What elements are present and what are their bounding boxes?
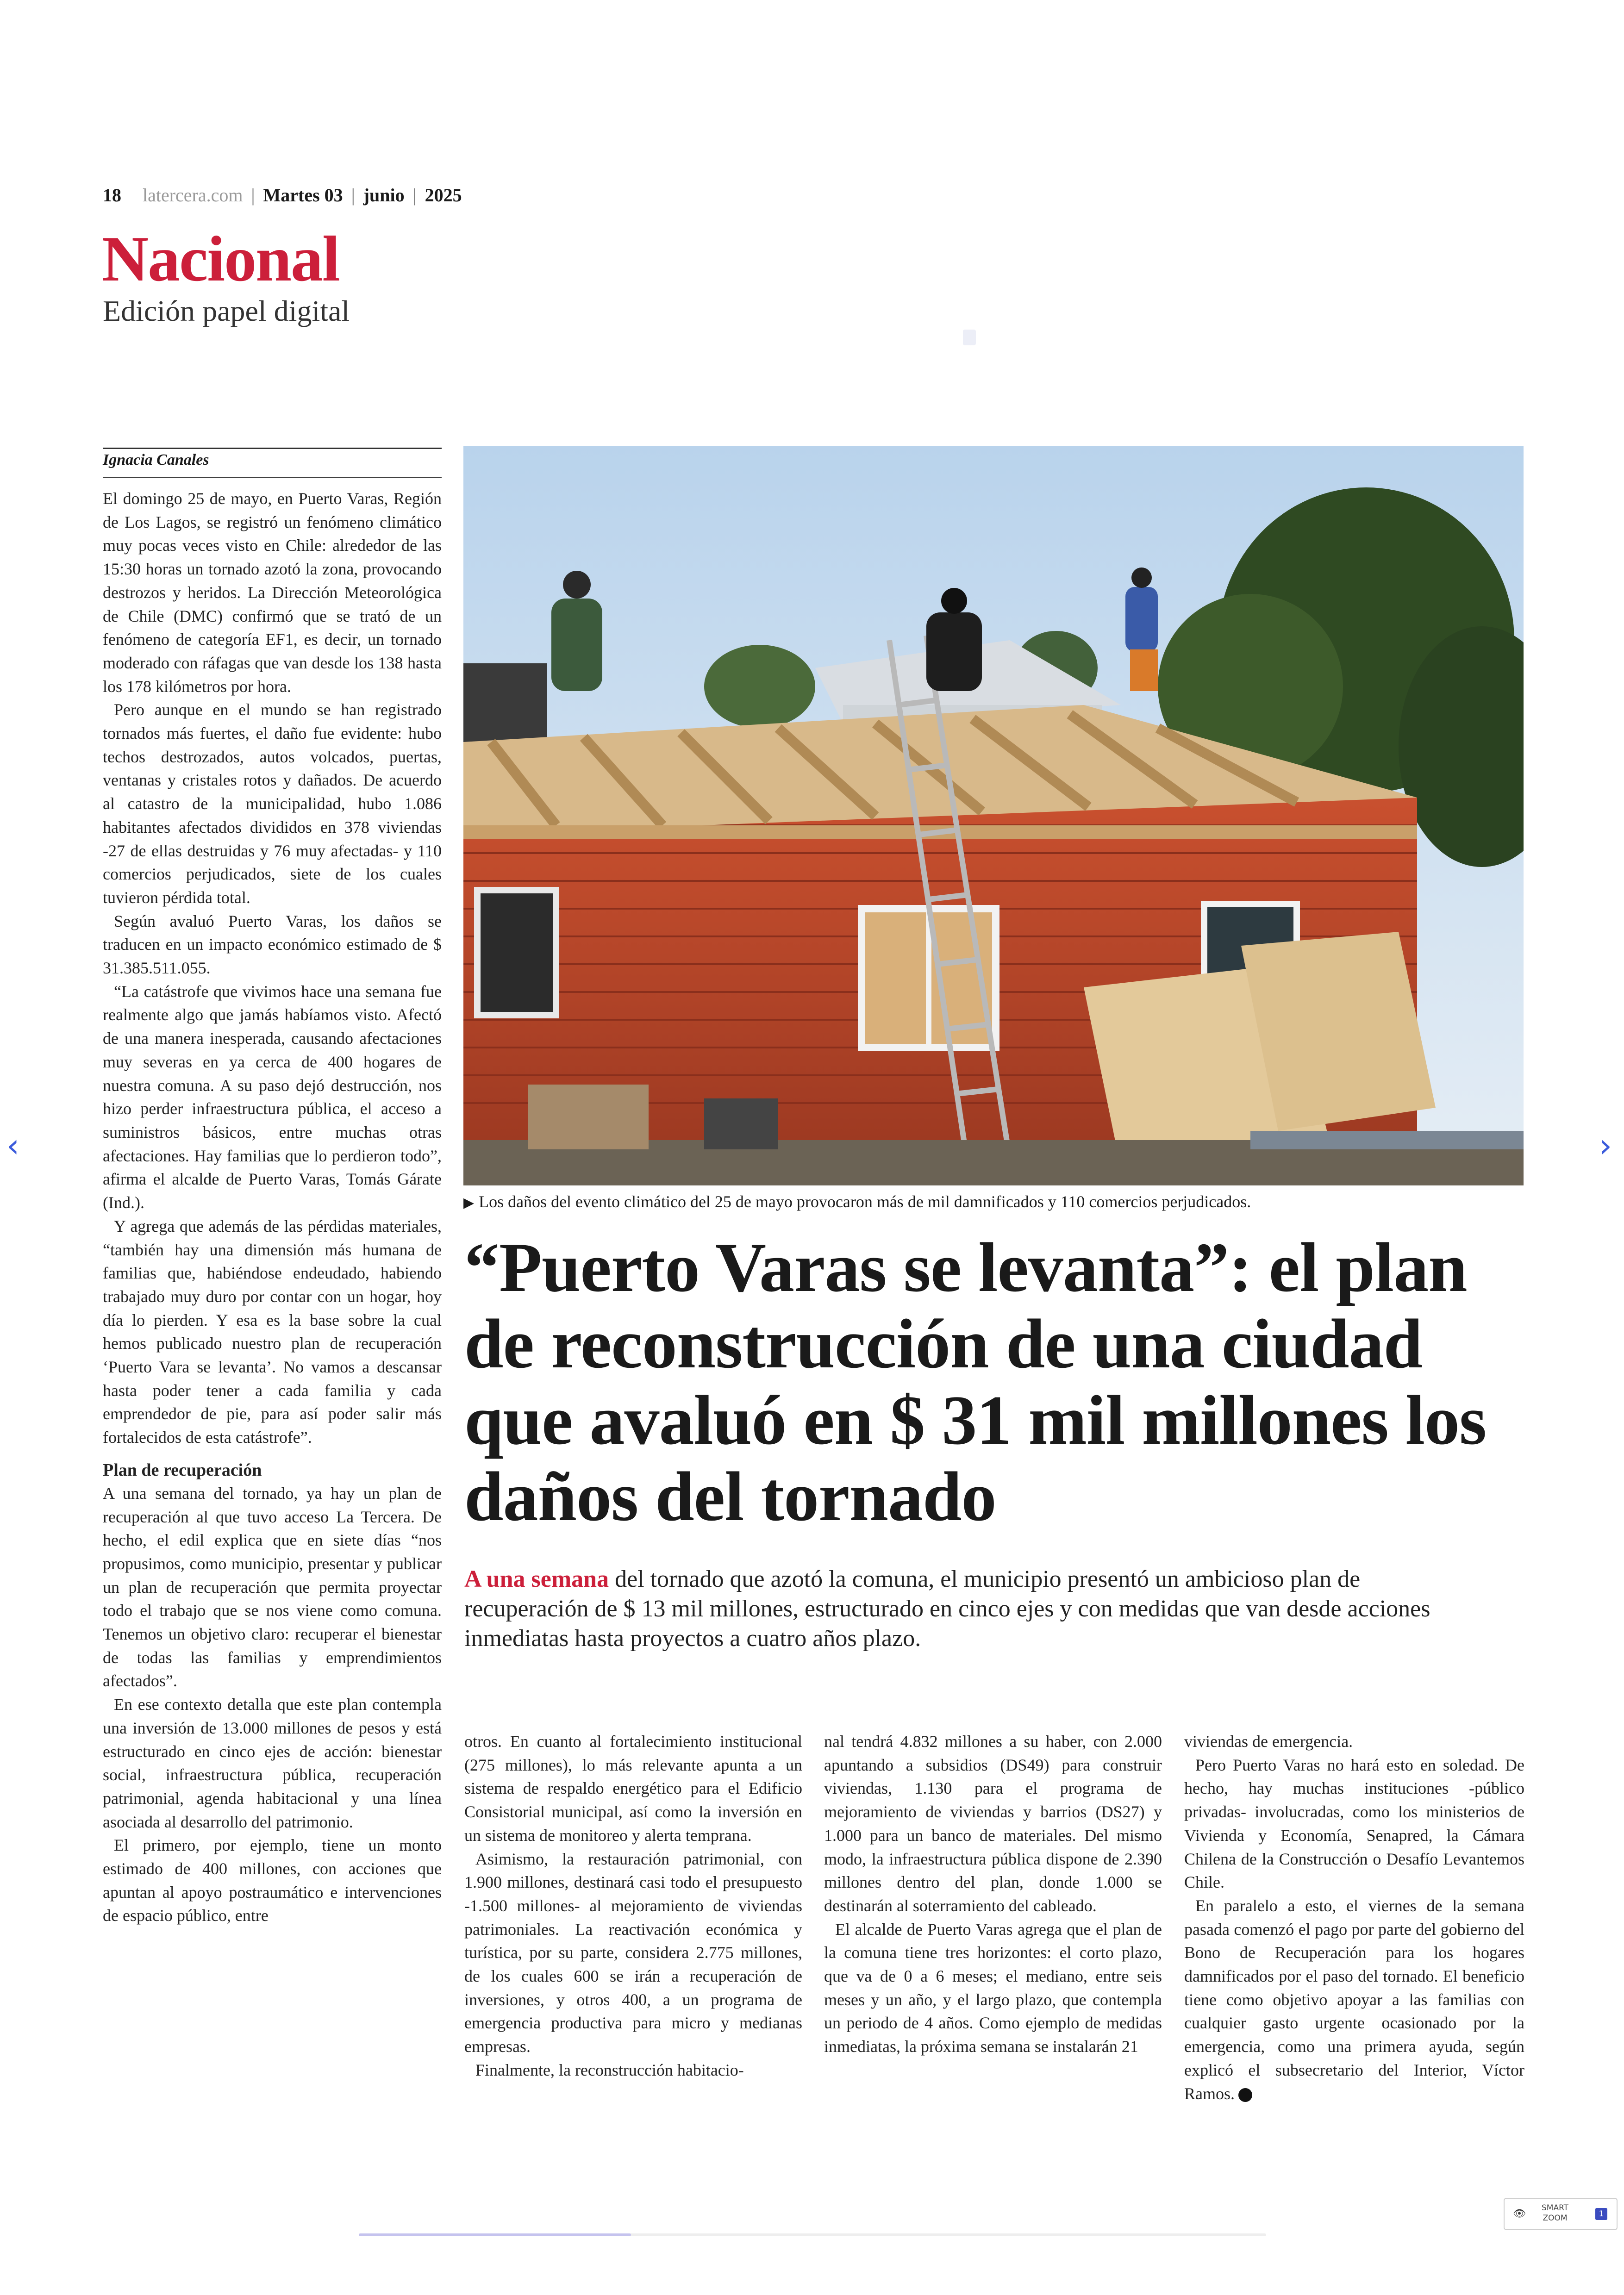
- smart-zoom-line1: SMART: [1542, 2203, 1569, 2213]
- article-column-2: [464, 1730, 802, 2082]
- paragraph: Pero aunque en el mundo se han registrado tornados más fuertes, el daño fue evidente: hubo techos destrozados, autos volcados, puertas, ventanas y cristales rotos y dañados. De acuerdo al catastro de la municipalidad, hubo 1.086 habitantes afectados divididos en 378 viviendas -27 de ellas destruidas y 76 muy afectadas- y 110 comercios perjudicados, siete de los cuales tuvieron pérdida total.: [103, 700, 442, 907]
- smart-zoom-button[interactable]: [1504, 2198, 1618, 2230]
- paragraph: Pero Puerto Varas no hará esto en soledad. De hecho, hay muchas instituciones -público privadas- involucradas, como los ministerios de Vivienda y Economía, Senapred, la Cámara Chilena de la Construcción o Desafío Levantemos Chile.: [1184, 1755, 1524, 1892]
- article-lead: [464, 1565, 1483, 1653]
- author-rule-bottom: [103, 477, 442, 478]
- paragraph: Finalmente, la reconstrucción habitacio-: [475, 2060, 744, 2079]
- page-marker-icon: [963, 330, 976, 345]
- end-mark-icon: [1238, 2088, 1252, 2102]
- smart-zoom-label: [1542, 2203, 1568, 2223]
- author-rule-top: [103, 448, 442, 449]
- page-header-line: 18 latercera.com | Martes 03 | junio | 2025: [103, 185, 462, 206]
- paragraph: El domingo 25 de mayo, en Puerto Varas, Región de Los Lagos, se registró un fenómeno climático muy pocas veces visto en Chile: alrededor de las 15:30 horas un tornado azotó la zona, provocando destrozos y heridos. La Dirección Meteorológica de Chile (DMC) confirmó que se trató de un fenómeno de categoría EF1, es decir, un tornado moderado con ráfagas que van desde los 138 hasta los 178 kilómetros por hora.: [103, 489, 442, 696]
- paragraph: El primero, por ejemplo, tiene un monto estimado de 400 millones, con acciones que apuntan al apoyo postraumático e intervenciones de espacio público, entre: [103, 1836, 442, 1925]
- paragraph-text: En paralelo a esto, el viernes de la semana pasada comenzó el pago por parte del gobierno del Bono de Recuperación para los hogares damnificados por el paso del tornado. El beneficio tiene como objetivo apoyar a las familias con cualquier gasto urgente ocasionado por la emergencia, como una primera ayuda, según explicó el subsecretario del Interior, Víctor Ramos.: [1184, 1896, 1524, 2103]
- paragraph: Asimismo, la restauración patrimonial, con 1.900 millones, destinará casi todo el presupuesto -1.500 millones- al mejoramiento de viviendas patrimoniales. La reactivación económica y turística, por su parte, considera 2.775 millones, de los cuales 600 se irán a recuperación de inversiones, y otros 400, a un programa de emergencia productiva para micro y medianas empresas.: [464, 1849, 802, 2056]
- paragraph: El alcalde de Puerto Varas agrega que el plan de la comuna tiene tres horizontes: el corto plazo, que va de 0 a 6 meses; el mediano, entre seis meses y un año, y el largo plazo, que contempla un periodo de 4 años. Como ejemplo de medidas inmediatas, la próxima semana se instalarán 21: [824, 1920, 1162, 2056]
- article-left-column: [103, 487, 442, 1927]
- chevron-right-icon[interactable]: ›: [1599, 1127, 1612, 1165]
- paragraph: A una semana del tornado, ya hay un plan de recuperación al que tuvo acceso La Tercera. De hecho, el edil explica que en siete días “nos propusimos, como municipio, presentar y publicar un plan de recuperación que permita proyectar todo el trabajo que se nos viene como comuna. Tenemos un objetivo claro: recuperar el bienestar de todas las familias y emprendimientos afectados”.: [103, 1484, 442, 1690]
- paragraph: otros. En cuanto al fortalecimiento institucional (275 millones), lo más relevante apunta a un sistema de respaldo energético para el Edificio Consistorial municipal, así como la inversión en un sistema de monitoreo y alerta temprana.: [464, 1732, 802, 1845]
- page-number: 18: [103, 185, 121, 206]
- paragraph: Y agrega que además de las pérdidas materiales, “también hay una dimensión más humana de familias que, habiéndose endeudado, habiendo trabajado muy duro por contar con un hogar, hoy día lo pierden. Y esa es la base sobre la cual hemos publicado nuestro plan de recuperación ‘Puerto Vara se levanta’. No vamos a descansar hasta poder tener a cada familia y cada emprendedor de pie, para así poder salir más fortalecidos de esta catástrofe”.: [103, 1216, 442, 1447]
- date-month: junio: [363, 185, 405, 206]
- article-headline: “Puerto Varas se levanta”: el plan de reconstrucción de una ciudad que avaluó en $ 31 mil millones los daños del tornado: [464, 1229, 1487, 1535]
- section-title: Nacional: [102, 223, 339, 295]
- author-byline: Ignacia Canales: [103, 451, 209, 468]
- date-weekday: Martes 03: [263, 185, 343, 206]
- photo-illustration: [463, 446, 1524, 1185]
- subheading: Plan de recuperación: [103, 1460, 262, 1480]
- article-photo[interactable]: [463, 446, 1524, 1185]
- paragraph: “La catástrofe que vivimos hace una semana fue realmente algo que jamás habíamos visto. Afectó de una manera inesperada, causando afectaciones muy severas en ya cerca de 400 hogares de nuestra comuna. A su paso dejó destrucción, nos hizo perder infraestructura pública, el acceso a suministros básicos, entre muchas otras afectaciones. Hay familias que lo perdieron todo”, afirma el alcalde de Puerto Varas, Tomás Gárate (Ind.).: [103, 982, 442, 1212]
- chevron-left-icon[interactable]: ‹: [6, 1127, 19, 1165]
- article-column-3: [824, 1730, 1162, 2058]
- page-progress-fill: [359, 2233, 631, 2236]
- paragraph: viviendas de emergencia.: [1184, 1732, 1353, 1751]
- photo-caption: [463, 1192, 1251, 1211]
- article-column-4: [1184, 1730, 1524, 2105]
- caption-text: Los daños del evento climático del 25 de mayo provocaron más de mil damnificados y 110 comercios perjudicados.: [479, 1192, 1251, 1211]
- date-year: 2025: [425, 185, 462, 206]
- lead-highlight: A una semana: [464, 1566, 609, 1592]
- paragraph: [1184, 1894, 1524, 2105]
- smart-zoom-line2: ZOOM: [1543, 2214, 1568, 2223]
- paragraph: Según avaluó Puerto Varas, los daños se traducen en un impacto económico estimado de $ 31.385.511.055.: [103, 911, 442, 978]
- site-name: latercera.com: [143, 185, 243, 206]
- paragraph: En ese contexto detalla que este plan contempla una inversión de 13.000 millones de pesos y está estructurado en cinco ejes de acción: bienestar social, infraestructura pública, recuperación patrimonial, agenda habitacional y una línea asociada al desarrollo del patrimonio.: [103, 1695, 442, 1831]
- lead-text: del tornado que azotó la comuna, el municipio presentó un ambicioso plan de recuperación de $ 13 mil millones, estructurado en cinco ejes y con medidas que van desde acciones inmediatas hasta proyectos a cuatro años plazo.: [464, 1566, 1430, 1652]
- edition-subtitle: Edición papel digital: [103, 294, 350, 327]
- paragraph: nal tendrá 4.832 millones a su haber, con 2.000 apuntando a subsidios (DS49) para construir viviendas, 1.130 para el programa de mejoramiento de viviendas y barrios (DS27) y 1.000 para un banco de materiales. Del mismo modo, la infraestructura pública dispone de 2.390 millones dentro del plan, donde 1.000 se destinarán al soterramiento del cableado.: [824, 1732, 1162, 1915]
- eye-icon: 👁: [1513, 2208, 1526, 2220]
- smart-zoom-badge: 1: [1595, 2208, 1607, 2220]
- caption-triangle-icon: ▶: [463, 1195, 475, 1210]
